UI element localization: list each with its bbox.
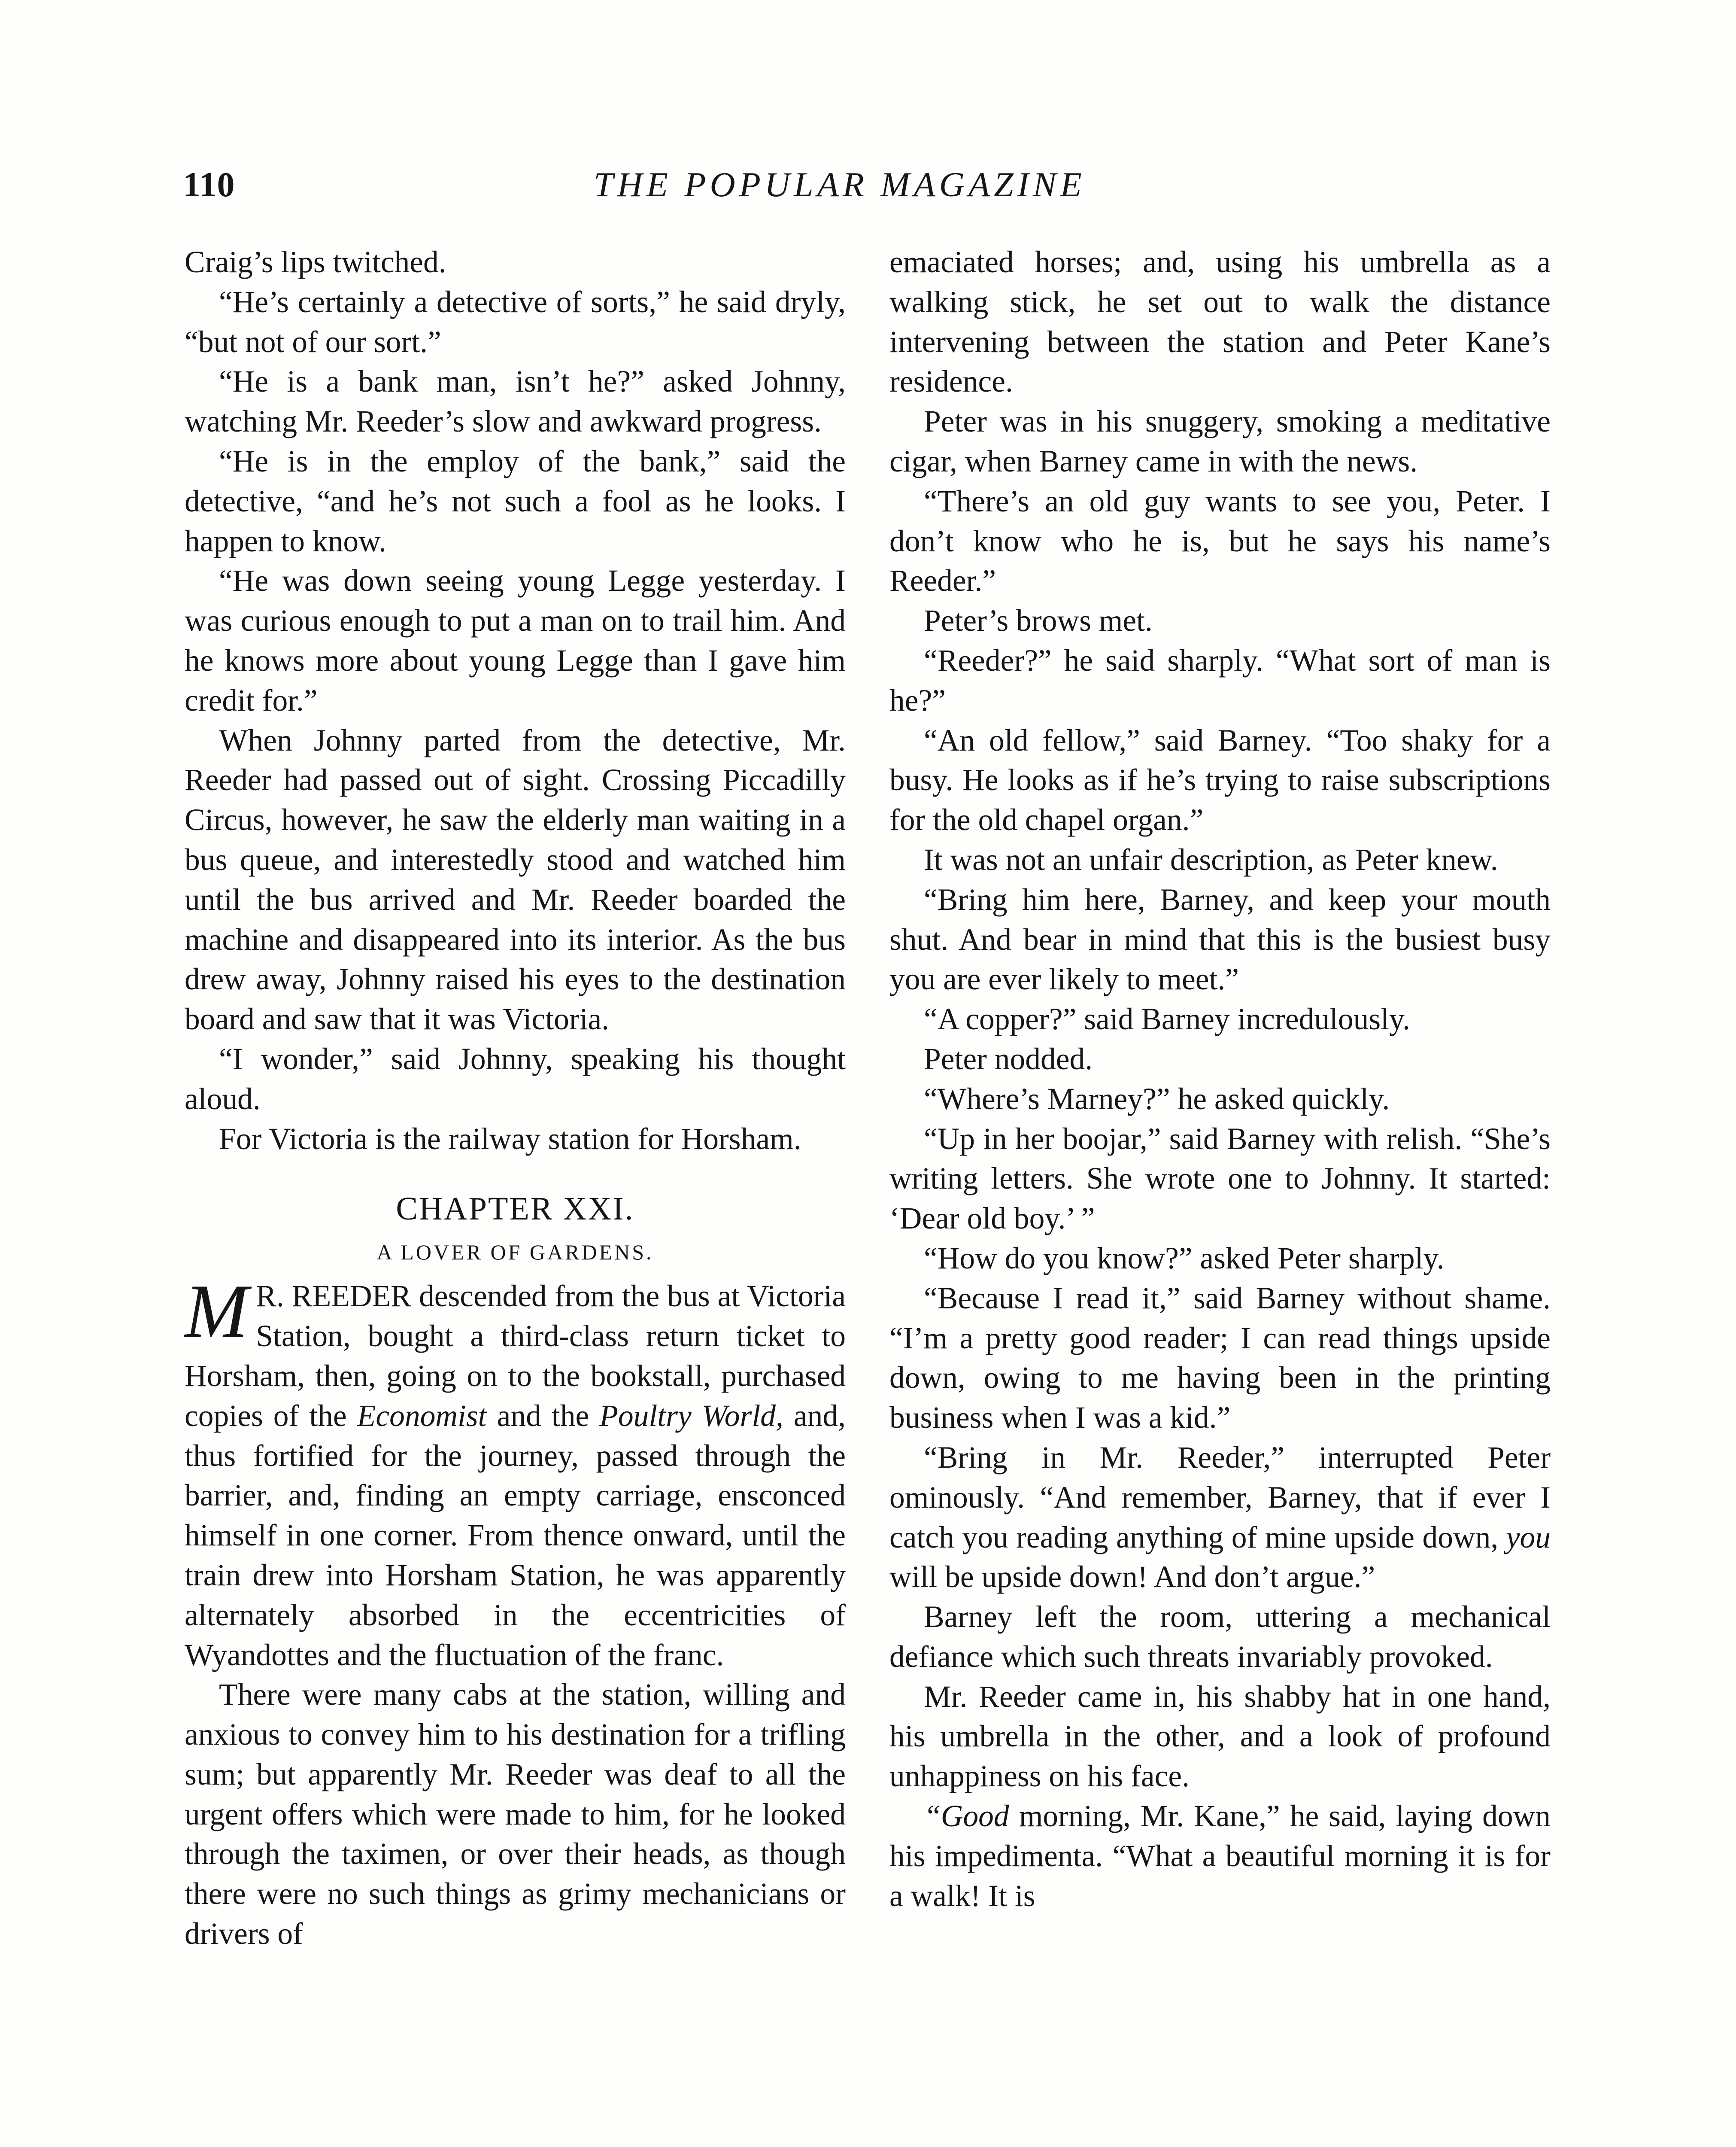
- paragraph: “He is in the employ of the bank,” said the detective, “and he’s not such a fool as he looks. I happen to know.: [185, 444, 846, 558]
- paragraph: It was not an unfair description, as Peter knew.: [924, 842, 1498, 877]
- paragraph: “Reeder?” he said sharply. “What sort of man is he?”: [889, 643, 1551, 718]
- right-column: [889, 243, 1551, 1916]
- paragraph: “I wonder,” said Johnny, speaking his thought aloud.: [185, 1042, 846, 1116]
- chapter-opening-paragraph: M R. REEDER descended from the bus at Victoria Station, bought a third-class return ticket to Horsham, then, going on to the bookstall, purchased copies of the Economist and the Poultry World, and, thus fortified for the journey, passed through the barrier, and, finding an empty carriage, ensconced himself in one corner. From thence onward, until the train drew into Horsham Station, he was apparently alternately absorbed in the eccentricities of Wyandottes and the fluctuation of the franc.: [185, 1268, 846, 1672]
- paragraph: Craig’s lips twitched.: [185, 245, 446, 279]
- paragraph: “Because I read it,” said Barney without shame. “I’m a pretty good reader; I can read things upside down, owing to me having been in the printing business when I was a kid.”: [889, 1281, 1551, 1435]
- paragraph: “There’s an old guy wants to see you, Peter. I don’t know who he is, but he says his name’s Reeder.”: [889, 484, 1551, 598]
- paragraph: “Bring him here, Barney, and keep your mouth shut. And bear in mind that this is the busiest busy you are ever likely to meet.”: [889, 882, 1551, 997]
- drop-cap: M: [185, 1268, 249, 1354]
- paragraph-continuation: emaciated horses; and, using his umbrella as a walking stick, he set out to walk the distance intervening between the station and Peter Kane’s residence.: [889, 245, 1551, 399]
- paragraph: Barney left the room, uttering a mechanical defiance which such threats invariably provoked.: [889, 1600, 1551, 1674]
- paragraph: “Where’s Marney?” he asked quickly.: [924, 1082, 1390, 1116]
- page-number: 110: [183, 165, 235, 204]
- paragraph: “Bring in Mr. Reeder,” interrupted Peter ominously. “And remember, Barney, that if ever I catch you reading anything of mine upside down, you will be upside down! And don’t argue.”: [889, 1440, 1551, 1594]
- paragraph: “Good morning, Mr. Kane,” he said, laying down his impedimenta. “What a beautiful morning it is for a walk! It is: [889, 1799, 1551, 1913]
- paragraph: “He was down seeing young Legge yesterday. I was curious enough to put a man on to trail him. And he knows more about young Legge than I gave him credit for.”: [185, 564, 846, 718]
- paragraph: Peter nodded.: [924, 1042, 1093, 1076]
- running-head-title: THE POPULAR MAGAZINE: [594, 165, 1086, 204]
- paragraph: “How do you know?” asked Peter sharply.: [924, 1241, 1445, 1275]
- chapter-title: CHAPTER XXI.: [396, 1191, 634, 1227]
- paragraph: For Victoria is the railway station for Horsham.: [219, 1122, 801, 1156]
- chapter-subtitle: A LOVER OF GARDENS.: [376, 1240, 654, 1265]
- paragraph: “He is a bank man, isn’t he?” asked Johnny, watching Mr. Reeder’s slow and awkward progress.: [185, 365, 846, 439]
- paragraph: “He’s certainly a detective of sorts,” he said dryly, “but not of our sort.”: [185, 285, 846, 359]
- left-column: [185, 243, 846, 1954]
- paragraph: “A copper?” said Barney incredulously.: [924, 1002, 1411, 1037]
- paragraph: Peter’s brows met.: [924, 604, 1153, 638]
- paragraph: “An old fellow,” said Barney. “Too shaky for a busy. He looks as if he’s trying to raise subscriptions for the old chapel organ.”: [889, 723, 1551, 837]
- paragraph: When Johnny parted from the detective, Mr. Reeder had passed out of sight. Crossing Piccadilly Circus, however, he saw the elderly man waiting in a bus queue, and interestedly stood and watched him until the bus arrived and Mr. Reeder boarded the machine and disappeared into its interior. As the bus drew away, Johnny raised his eyes to the destination board and saw that it was Victoria.: [185, 723, 846, 1037]
- paragraph: Mr. Reeder came in, his shabby hat in one hand, his umbrella in the other, and a look of profound unhappiness on his face.: [889, 1679, 1551, 1794]
- paragraph: There were many cabs at the station, willing and anxious to convey him to his destination for a trifling sum; but apparently Mr. Reeder was deaf to all the urgent offers which were made to him, for he looked through the taximen, or over their heads, as though there were no such things as grimy mechanicians or drivers of: [185, 1678, 846, 1951]
- paragraph: “Up in her boojar,” said Barney with relish. “She’s writing letters. She wrote one to Johnny. It started: ‘Dear old boy.’ ”: [889, 1122, 1551, 1236]
- paragraph: Peter was in his snuggery, smoking a meditative cigar, when Barney came in with the news.: [889, 404, 1551, 478]
